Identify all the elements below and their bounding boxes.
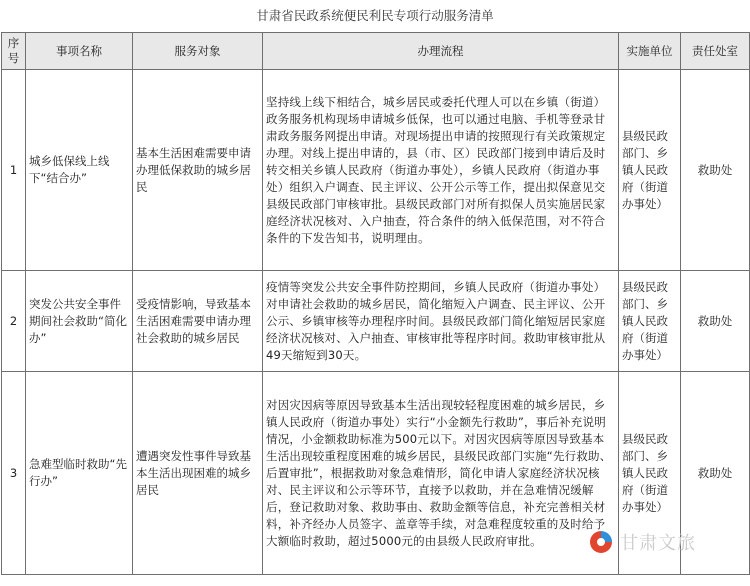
header-row <box>2 33 750 70</box>
row-num: 1 <box>2 70 26 271</box>
gansu-wenlv-logo-icon <box>588 529 614 555</box>
row-dept: 救助处 <box>681 271 750 372</box>
header-target: 服务对象 <box>133 33 263 70</box>
page-title: 甘肃省民政系统便民利民专项行动服务清单 <box>256 8 494 23</box>
row-process: 疫情等突发公共安全事件防控期间，乡镇人民政府（街道办事处）对申请社会救助的城乡居民，简化缩短入户调查、民主评议、公开公示、乡镇审核等办理程序时间。县级民政部门简化缩短居民家庭经济状况核对、入户抽查、审核审批等程序时间。救助审核审批从49天缩短到30天。 <box>263 271 619 372</box>
header-process: 办理流程 <box>263 33 619 70</box>
header-num: 序号 <box>2 33 26 70</box>
table-row <box>2 271 750 372</box>
header-name: 事项名称 <box>26 33 133 70</box>
watermark <box>588 527 748 557</box>
row-name: 急难型临时救助“先行办” <box>26 372 133 575</box>
row-name: 城乡低保线上线下“结合办” <box>26 70 133 271</box>
watermark-text: 甘肃文旅 <box>620 533 696 554</box>
row-unit: 县级民政部门、乡镇人民政府（街道办事处） <box>619 271 681 372</box>
row-name: 突发公共安全事件期间社会救助“简化办” <box>26 271 133 372</box>
service-table <box>1 32 750 575</box>
header-dept: 责任处室 <box>681 33 750 70</box>
row-target: 受疫情影响，导致基本生活困难需要申请办理社会救助的城乡居民 <box>133 271 263 372</box>
row-process: 对因灾因病等原因导致基本生活出现较轻程度困难的城乡居民，乡镇人民政府（街道办事处）实行“小金额先行救助”，事后补充说明情况，小金额救助标准为500元以下。对因灾因病等原因导致基本生活出现较重程度困难的城乡居民，县级民政部门实施“先行救助、后置审批”，根据救助对象急难情形，简化申请人家庭经济状况核对、民主评议和公示等环节，直接予以救助，并在急难情况缓解后，登记救助对象、救助事由、救助金额等信息，补充完善相关材料，补齐经办人员签字、盖章等手续，对急难程度较重的及时给予大额临时救助，超过5000元的由县级人民政府审批。 <box>263 372 619 575</box>
row-target: 基本生活困难需要申请办理低保救助的城乡居民 <box>133 70 263 271</box>
row-process: 坚持线上线下相结合，城乡居民或委托代理人可以在乡镇（街道）政务服务机构现场申请城乡低保，也可以通过电脑、手机等登录甘肃政务服务网提出申请。对现场提出申请的按照现行有关政策规定办理。对线上提出申请的，县（市、区）民政部门接到申请后及时转交相关乡镇人民政府（街道办事处），乡镇人民政府（街道办事处）组织入户调查、民主评议、公开公示等工作，提出拟保意见交县级民政部门审核审批。县级民政部门对所有拟保人员实施居民家庭经济状况核对、入户抽查，符合条件的纳入低保范围，对不符合条件的下发告知书，说明理由。 <box>263 70 619 271</box>
row-dept: 救助处 <box>681 372 750 575</box>
table-row <box>2 70 750 271</box>
row-num: 2 <box>2 271 26 372</box>
row-unit: 县级民政部门、乡镇人民政府（街道办事处） <box>619 372 681 575</box>
row-unit: 县级民政部门、乡镇人民政府（街道办事处） <box>619 70 681 271</box>
header-unit: 实施单位 <box>619 33 681 70</box>
row-num: 3 <box>2 372 26 575</box>
row-dept: 救助处 <box>681 70 750 271</box>
row-target: 遭遇突发性事件导致基本生活出现困难的城乡居民 <box>133 372 263 575</box>
